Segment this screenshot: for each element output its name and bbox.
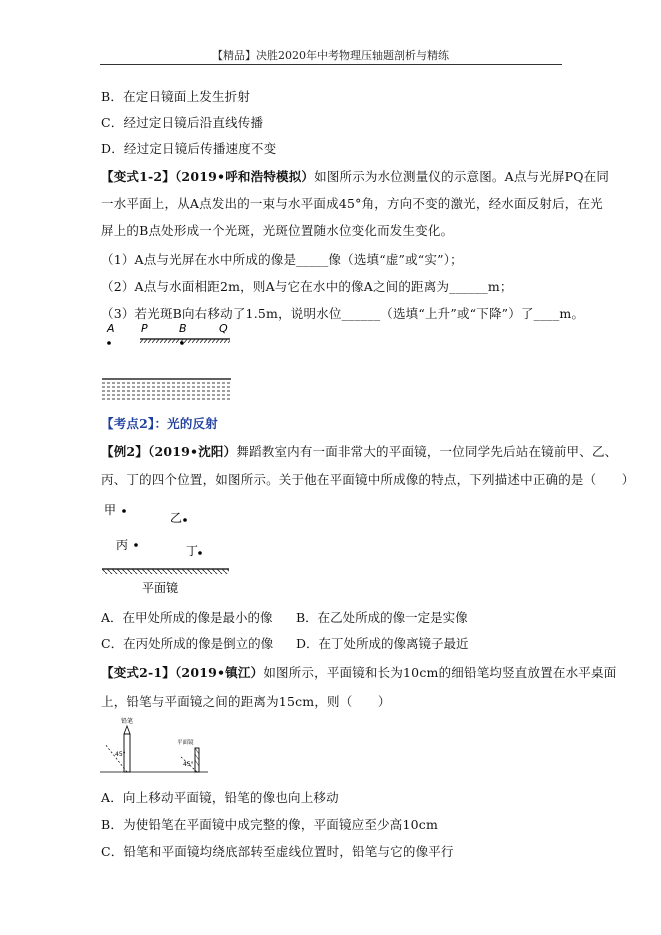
variant-1-2-question-line-2: 一水平面上，从A点发出的一束与水平面成45°角，方向不变的激光，经水面反射后，在光 [101,196,603,211]
pencil-label: 铅笔 [121,718,134,725]
example-2-option-b: B．在乙处所成的像一定是实像 [296,610,468,625]
example-2-option-a: A．在甲处所成的像是最小的像 [101,610,273,625]
mirror-hatch [102,569,229,574]
point-q-label: Q [219,322,228,335]
variant-2-1-question-line-2: 上，铅笔与平面镜之间的距离为15cm，则（ ） [101,694,391,709]
mirror-body [195,748,199,772]
variant-1-2-source: （2019•呼和浩特模拟） [174,169,315,184]
option-d-1: D．经过定日镜后传播速度不变 [101,141,277,156]
variant-2-1-tag: 【变式2-1】 [101,665,175,680]
page-header: 【精品】决胜2020年中考物理压轴题剖析与精练 [212,49,449,62]
variant-2-1-option-b: B．为使铅笔在平面镜中成完整的像，平面镜应至少高10cm [101,817,439,832]
variant-1-2-sub-1: （1）A点与光屏在水中所成的像是_____像（选填“虚”或“实”）； [101,252,463,267]
example-2-option-c: C．在丙处所成的像是倒立的像 [101,636,274,651]
water-level-figure [100,318,240,403]
example-2-text-1: 舞蹈教室内有一面非常大的平面镜，一位同学先后站在镜前甲、乙、 [236,444,618,459]
variant-1-2-question-line-1 [101,167,609,185]
point-a-label: A [107,322,115,335]
plane-mirror-label: 平面镜 [142,581,179,595]
position-yi-label: 乙 [170,511,183,525]
pencil-tip [124,726,130,734]
variant-2-1-option-c: C．铅笔和平面镜均绕底部转至虚线位置时，铅笔与它的像平行 [101,844,454,859]
example-2-question-line-2: 丙、丁的四个位置，如图所示。关于他在平面镜中所成像的特点，下列描述中正确的是（ ） [101,472,635,487]
example-2-option-d: D．在丁处所成的像离镜子最近 [296,636,469,651]
variant-2-1-question-line-1 [101,663,616,681]
example-2-question-line-1 [101,442,617,460]
point-a [107,341,111,345]
position-jia-label: 甲 [104,503,117,517]
pencil-mirror-figure [100,714,210,776]
position-bing-label: 丙 [116,538,129,552]
variant-1-2-text-1: 如图所示为水位测量仪的示意图。A点与光屏PQ在同 [314,169,610,184]
point-b [180,341,184,345]
option-b-1: B．在定日镜面上发生折射 [101,89,251,104]
position-yi [183,518,187,522]
pencil-angle-label: 45° [115,751,126,758]
variant-2-1-text-1: 如图所示，平面镜和长为10cm的细铅笔均竖直放置在水平桌面 [263,665,617,680]
variant-2-1-source: （2019•镇江） [174,665,264,680]
water-surface [102,379,231,399]
variant-2-1-option-a: A．向上移动平面镜，铅笔的像也向上移动 [101,790,339,805]
mirror-positions-figure [100,497,235,597]
example-2-tag: 【例2】 [101,444,148,459]
section-heading-kaodian-2: 【考点2】：光的反射 [101,416,218,431]
screen-hatch [140,339,230,343]
position-jia [122,509,126,513]
point-b-label: B [179,322,187,335]
variant-1-2-sub-3: （3）若光斑B向右移动了1.5m，说明水位______（选填“上升”或“下降”）了____m。 [101,306,585,321]
header-divider [100,64,562,65]
option-c-1: C．经过定日镜后沿直线传播 [101,115,264,130]
point-p-label: P [141,322,148,335]
variant-1-2-tag: 【变式1-2】 [101,169,175,184]
position-ding-label: 丁 [186,544,199,558]
position-ding [198,551,202,555]
variant-1-2-question-line-3: 屏上的B点处形成一个光斑，光斑位置随水位变化而发生变化。 [101,223,454,238]
mirror-angle-label: 45° [183,761,194,768]
example-2-source: （2019•沈阳） [148,444,237,459]
position-bing [134,543,138,547]
variant-1-2-sub-2: （2）A点与水面相距2m，则A与它在水中的像A之间的距离为______m； [101,279,513,294]
mirror-label: 平面镜 [177,740,194,746]
